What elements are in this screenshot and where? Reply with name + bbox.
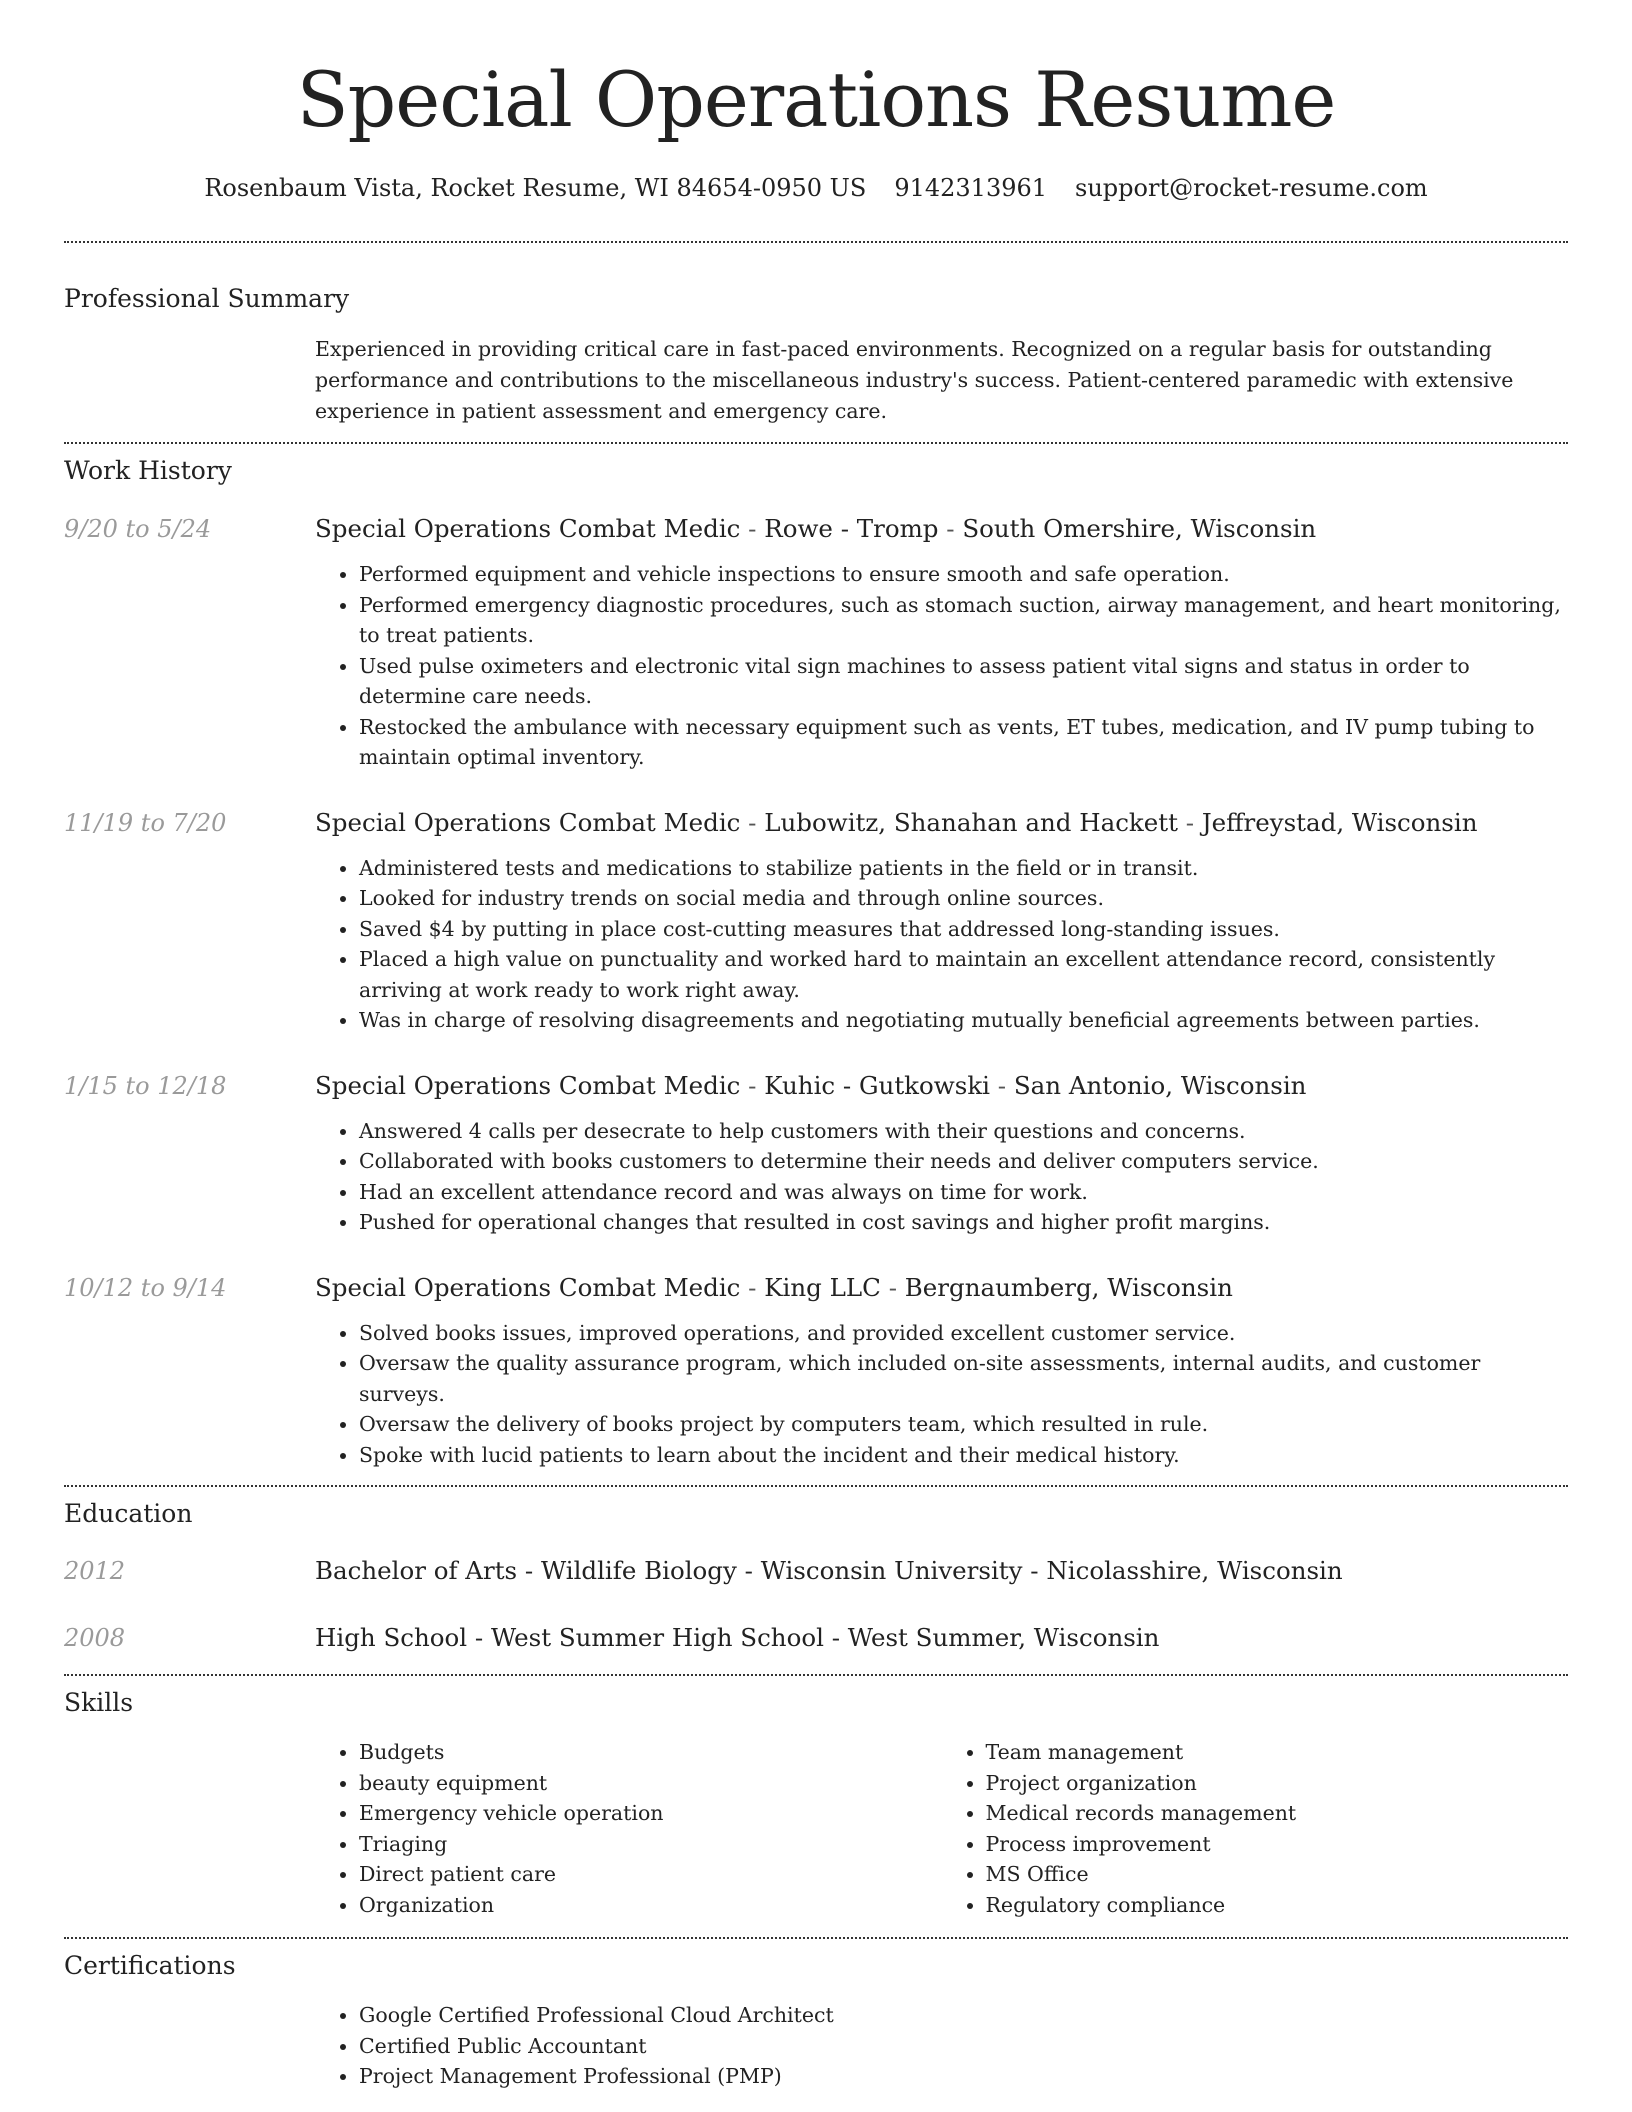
list-item: • Process improvement — [986, 1829, 1569, 1860]
job-location: South Omershire, Wisconsin — [962, 514, 1317, 543]
job-company: King LLC — [764, 1272, 881, 1302]
section-divider — [64, 241, 1568, 243]
education-location: West Summer, Wisconsin — [847, 1623, 1160, 1652]
job-heading: Special Operations Combat Medic - King LLC - Bergnaumberg, Wisconsin — [315, 1272, 1233, 1302]
job-title: Special Operations Combat Medic — [315, 514, 741, 543]
list-item: • Spoke with lucid patients to learn about the incident and their medical history. — [359, 1440, 1568, 1471]
section-title-skills: Skills — [64, 1688, 134, 1717]
list-item: • Budgets — [359, 1737, 942, 1768]
education-heading: Bachelor of Arts - Wildlife Biology - Wisconsin University - Nicolasshire, Wisconsin — [315, 1556, 1343, 1585]
list-item: • Performed emergency diagnostic procedures, such as stomach suction, airway management, and heart monitoring, to treat patients. — [359, 590, 1568, 651]
section-divider — [64, 442, 1568, 444]
education-location: Nicolasshire, Wisconsin — [1046, 1556, 1343, 1585]
job-heading: Special Operations Combat Medic - Rowe - Tromp - South Omershire, Wisconsin — [315, 514, 1317, 543]
job-dates: 10/12 to 9/14 — [64, 1273, 227, 1302]
job-bullets — [315, 853, 1568, 1036]
section-divider — [64, 1485, 1568, 1487]
job-bullets — [315, 1318, 1568, 1471]
job-title: Special Operations Combat Medic — [315, 1070, 741, 1100]
job-dates: 1/15 to 12/18 — [64, 1071, 227, 1100]
job-title: Special Operations Combat Medic — [315, 1272, 741, 1302]
section-title-work-history: Work History — [64, 456, 232, 485]
summary-row — [64, 334, 1568, 427]
list-item: • Saved $4 by putting in place cost-cutting measures that addressed long-standing issues. — [359, 914, 1568, 945]
skills-row — [64, 1737, 1568, 1920]
job-entry — [64, 1069, 1568, 1238]
list-item: • Team management — [986, 1737, 1569, 1768]
contact-line — [64, 171, 1568, 205]
job-entry — [64, 806, 1568, 1036]
list-item: • Was in charge of resolving disagreements and negotiating mutually beneficial agreements between parties. — [359, 1005, 1568, 1036]
list-item: • Used pulse oximeters and electronic vital sign machines to assess patient vital signs and status in order to determine care needs. — [359, 651, 1568, 712]
list-item: • Organization — [359, 1890, 942, 1921]
job-company: Kuhic - Gutkowski — [764, 1070, 991, 1100]
job-company: Lubowitz, Shanahan and Hackett — [764, 807, 1178, 837]
job-bullets — [315, 559, 1568, 773]
section-title-education: Education — [64, 1499, 193, 1528]
list-item: • Solved books issues, improved operations, and provided excellent customer service. — [359, 1318, 1568, 1349]
education-year: 2008 — [64, 1624, 126, 1652]
summary-spacer — [64, 334, 315, 427]
job-heading: Special Operations Combat Medic - Kuhic - Gutkowski - San Antonio, Wisconsin — [315, 1070, 1307, 1100]
list-item: • Had an excellent attendance record and was always on time for work. — [359, 1177, 1568, 1208]
job-location: Bergnaumberg, Wisconsin — [904, 1272, 1233, 1302]
skills-column-2 — [942, 1737, 1569, 1920]
list-item: • Oversaw the quality assurance program, which included on-site assessments, internal audits, and customer surveys. — [359, 1348, 1568, 1409]
section-divider — [64, 1937, 1568, 1939]
education-degree: Bachelor of Arts — [315, 1556, 518, 1585]
job-title: Special Operations Combat Medic — [315, 807, 741, 837]
list-item: • Administered tests and medications to stabilize patients in the field or in transit. — [359, 853, 1568, 884]
list-item: • Performed equipment and vehicle inspections to ensure smooth and safe operation. — [359, 559, 1568, 590]
skills-spacer — [64, 1737, 315, 1920]
job-bullets — [315, 1116, 1568, 1238]
job-location: San Antonio, Wisconsin — [1013, 1070, 1307, 1100]
job-location: Jeffreystad, Wisconsin — [1201, 807, 1478, 837]
job-entry — [64, 512, 1568, 773]
certifications-spacer — [64, 2000, 315, 2092]
job-dates: 9/20 to 5/24 — [64, 515, 212, 543]
list-item: • Placed a high value on punctuality and worked hard to maintain an excellent attendance record, consistently arriving at work ready to work right away. — [359, 944, 1568, 1005]
job-heading: Special Operations Combat Medic - Lubowitz, Shanahan and Hackett - Jeffreystad, Wisconsin — [315, 807, 1478, 837]
list-item: • Regulatory compliance — [986, 1890, 1569, 1921]
education-school: West Summer High School — [490, 1623, 824, 1652]
resume-title: Special Operations Resume — [296, 55, 1336, 144]
certifications-list — [315, 2000, 1568, 2092]
list-item: • Restocked the ambulance with necessary equipment such as vents, ET tubes, medication, and IV pump tubing to maintain optimal inventory. — [359, 712, 1568, 773]
skills-column-1 — [315, 1737, 942, 1920]
list-item: • Answered 4 calls per desecrate to help customers with their questions and concerns. — [359, 1116, 1568, 1147]
education-entry — [64, 1621, 1568, 1655]
list-item: • Medical records management — [986, 1798, 1569, 1829]
contact-address: Rosenbaum Vista, Rocket Resume, WI 84654-0950 US — [204, 174, 867, 202]
list-item: • Looked for industry trends on social media and through online sources. — [359, 883, 1568, 914]
section-title-summary: Professional Summary — [64, 284, 350, 313]
job-dates: 11/19 to 7/20 — [64, 808, 227, 837]
list-item: • Project Management Professional (PMP) — [359, 2061, 1568, 2092]
section-divider — [64, 1674, 1568, 1676]
contact-email[interactable]: support@rocket-resume.com — [1075, 174, 1428, 202]
list-item: • Emergency vehicle operation — [359, 1798, 942, 1829]
list-item: • MS Office — [986, 1859, 1569, 1890]
education-entry — [64, 1554, 1568, 1588]
list-item: • Triaging — [359, 1829, 942, 1860]
contact-phone: 9142313961 — [894, 174, 1048, 202]
education-year: 2012 — [64, 1557, 126, 1585]
list-item: • Project organization — [986, 1768, 1569, 1799]
list-item: • Oversaw the delivery of books project by computers team, which resulted in rule. — [359, 1409, 1568, 1440]
skills-grid — [315, 1737, 1568, 1920]
job-company: Rowe - Tromp — [764, 514, 939, 543]
education-school: Wisconsin University — [760, 1556, 1023, 1585]
section-title-certifications: Certifications — [64, 1951, 236, 1980]
list-item: • Certified Public Accountant — [359, 2031, 1568, 2062]
education-field: Wildlife Biology — [540, 1556, 737, 1585]
list-item: • beauty equipment — [359, 1768, 942, 1799]
list-item: • Collaborated with books customers to determine their needs and deliver computers service. — [359, 1146, 1568, 1177]
summary-text: Experienced in providing critical care in fast-paced environments. Recognized on a regular basis for outstanding performance and contributions to the miscellaneous industry's success. Patient-centered paramedic with extensive experience in patient assessment and emergency care. — [315, 337, 1514, 423]
list-item: • Google Certified Professional Cloud Architect — [359, 2000, 1568, 2031]
certifications-row — [64, 2000, 1568, 2092]
list-item: • Direct patient care — [359, 1859, 942, 1890]
job-entry — [64, 1271, 1568, 1471]
education-degree: High School — [315, 1623, 468, 1652]
list-item: • Pushed for operational changes that resulted in cost savings and higher profit margins. — [359, 1207, 1568, 1238]
education-heading: High School - West Summer High School - West Summer, Wisconsin — [315, 1623, 1160, 1652]
